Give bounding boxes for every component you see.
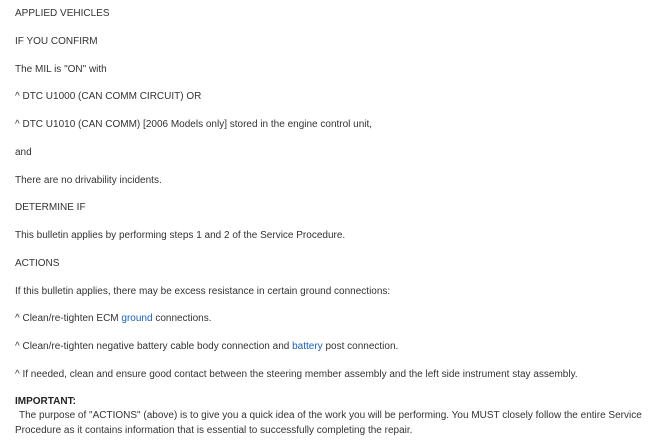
- important-body: The purpose of "ACTIONS" (above) is to give you a quick idea of the work you will be performing. You MUST closely follow the entire Service Procedure as it contains information that is essential to successfully completing the repair.: [15, 410, 642, 436]
- battery-link[interactable]: battery: [292, 341, 323, 352]
- dtc-u1010-item: ^ DTC U1010 (CAN COMM) [2006 Models only] stored in the engine control unit,: [15, 119, 373, 130]
- action-battery-prefix: ^ Clean/re-tighten negative battery cable body connection and: [15, 341, 293, 352]
- action-ecm-ground-item: [15, 313, 211, 325]
- and-text: and: [15, 147, 32, 158]
- important-title: IMPORTANT:: [15, 396, 76, 407]
- no-drivability-text: There are no drivability incidents.: [15, 175, 162, 186]
- mil-on-text: The MIL is "ON" with: [15, 64, 107, 75]
- bulletin-applies-text: This bulletin applies by performing steps 1 and 2 of the Service Procedure.: [15, 230, 346, 241]
- action-ecm-ground-suffix: connections.: [152, 313, 212, 324]
- heading-determine-if: DETERMINE IF: [15, 202, 86, 213]
- action-steering-member-item: ^ If needed, clean and ensure good contact between the steering member assembly and the left side instrument stay assembly.: [15, 369, 578, 380]
- ground-link[interactable]: ground: [121, 313, 153, 324]
- heading-applied-vehicles: APPLIED VEHICLES: [15, 8, 110, 19]
- action-battery-item: [15, 341, 398, 353]
- dtc-u1000-item: ^ DTC U1000 (CAN COMM CIRCUIT) OR: [15, 91, 202, 102]
- excess-resistance-text: If this bulletin applies, there may be excess resistance in certain ground connections:: [15, 286, 391, 297]
- heading-if-you-confirm: IF YOU CONFIRM: [15, 36, 98, 47]
- heading-actions: ACTIONS: [15, 258, 60, 269]
- action-ecm-ground-prefix: ^ Clean/re-tighten ECM: [15, 313, 122, 324]
- action-battery-suffix: post connection.: [322, 341, 399, 352]
